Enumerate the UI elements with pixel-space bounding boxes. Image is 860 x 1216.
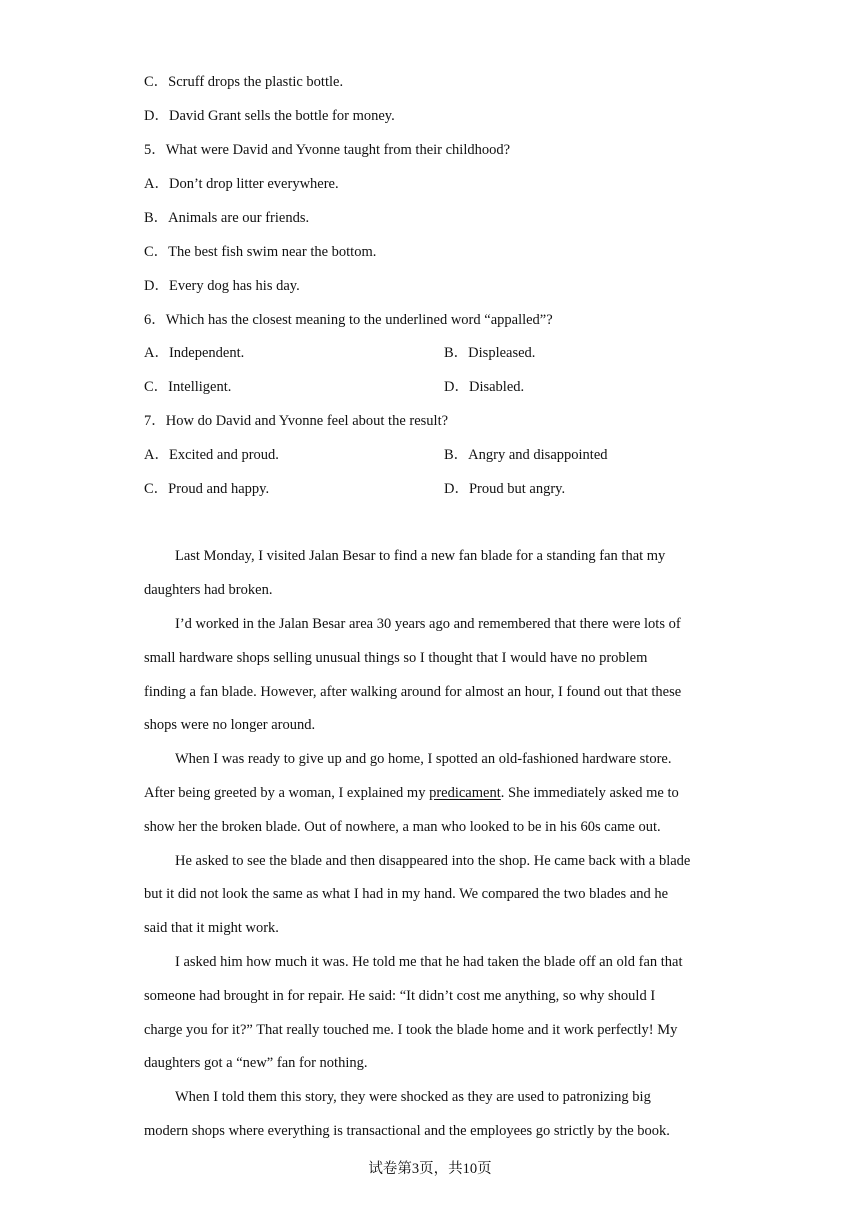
q4-option-c: C．Scruff drops the plastic bottle. — [144, 74, 344, 90]
passage-line: I’d worked in the Jalan Besar area 30 years ago and remembered that there were lots of — [175, 616, 681, 632]
passage-line: daughters had broken. — [144, 582, 273, 598]
passage-text: . She immediately asked me to — [500, 785, 679, 801]
passage-line: someone had brought in for repair. He said: “It didn’t cost me anything, so why should I — [144, 988, 656, 1004]
passage-line: finding a fan blade. However, after walking around for almost an hour, I found out that these — [144, 684, 682, 700]
q6-option-c: C．Intelligent. — [144, 379, 232, 395]
q6-option-d: D．Disabled. — [444, 379, 525, 395]
q7-option-a: A．Excited and proud. — [144, 447, 279, 463]
page-footer: 试卷第3页，共10页 — [368, 1161, 492, 1177]
passage-text: After being greeted by a woman, I explained my — [144, 785, 430, 801]
q5-option-d: D．Every dog has his day. — [144, 278, 300, 294]
passage-line: said that it might work. — [144, 920, 279, 936]
passage-line: Last Monday, I visited Jalan Besar to find a new fan blade for a standing fan that my — [175, 548, 666, 564]
q4-option-d: D．David Grant sells the bottle for money. — [144, 108, 395, 124]
passage-line: charge you for it?” That really touched me. I took the blade home and it work perfectly! My — [144, 1022, 678, 1038]
q5-option-b: B．Animals are our friends. — [144, 210, 310, 226]
q5-option-a: A．Don’t drop litter everywhere. — [144, 176, 339, 192]
passage-line: When I was ready to give up and go home, I spotted an old-fashioned hardware store. — [175, 751, 672, 767]
q6-option-b: B．Displeased. — [444, 345, 536, 361]
passage-line: modern shops where everything is transactional and the employees go strictly by the book. — [144, 1123, 670, 1139]
passage-line: small hardware shops selling unusual things so I thought that I would have no problem — [144, 650, 648, 666]
underlined-word: predicament — [429, 785, 501, 801]
q5-option-c: C．The best fish swim near the bottom. — [144, 244, 377, 260]
q5-question: 5．What were David and Yvonne taught from their childhood? — [144, 142, 511, 158]
passage-line: but it did not look the same as what I had in my hand. We compared the two blades and he — [144, 886, 669, 902]
q7-option-c: C．Proud and happy. — [144, 481, 270, 497]
passage-line: show her the broken blade. Out of nowhere, a man who looked to be in his 60s came out. — [144, 819, 661, 835]
q7-question: 7．How do David and Yvonne feel about the result? — [144, 413, 449, 429]
q7-option-d: D．Proud but angry. — [444, 481, 566, 497]
q6-question: 6．Which has the closest meaning to the underlined word “appalled”? — [144, 312, 553, 328]
passage-line — [144, 784, 679, 802]
passage-line: shops were no longer around. — [144, 717, 316, 733]
q7-option-b: B．Angry and disappointed — [444, 447, 608, 463]
passage-line: When I told them this story, they were shocked as they are used to patronizing big — [175, 1089, 651, 1105]
passage-line: daughters got a “new” fan for nothing. — [144, 1055, 368, 1071]
passage-line: I asked him how much it was. He told me that he had taken the blade off an old fan that — [175, 954, 683, 970]
q6-option-a: A．Independent. — [144, 345, 245, 361]
passage-line: He asked to see the blade and then disappeared into the shop. He came back with a blade — [175, 853, 691, 869]
